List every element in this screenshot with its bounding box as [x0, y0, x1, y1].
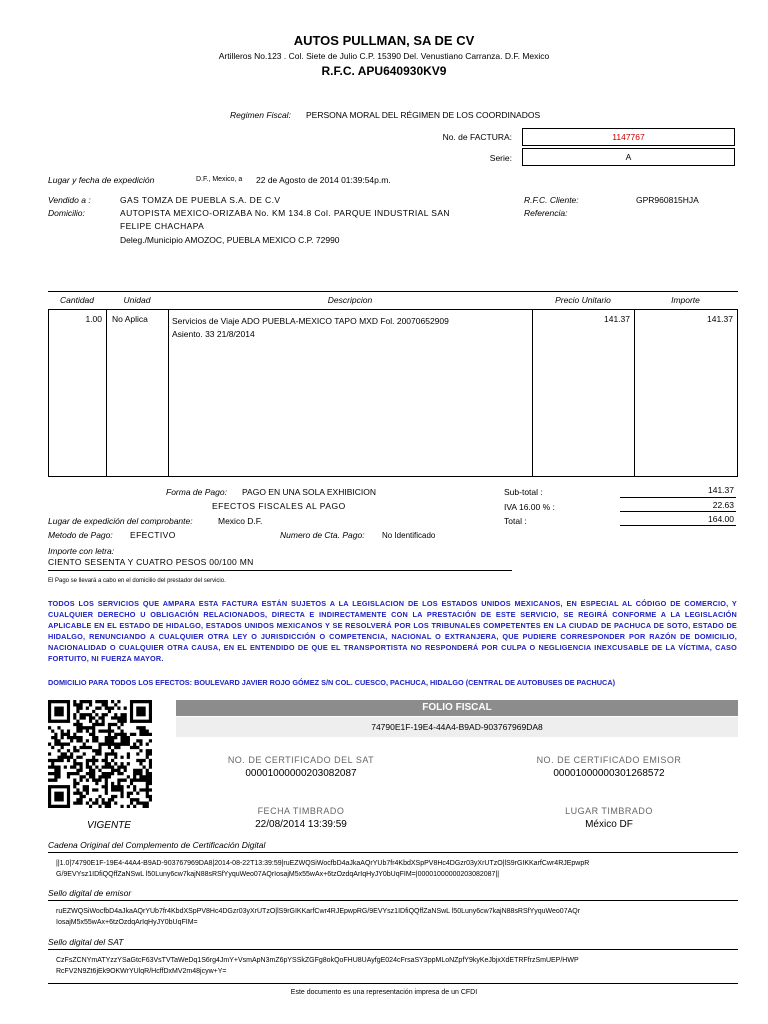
expedicion-place: D.F., Mexico, a	[196, 176, 243, 183]
importe-letra-label: Importe con letra:	[48, 546, 115, 556]
lugar-timbrado-label: LUGAR TIMBRADO	[565, 806, 653, 816]
row-cantidad: 1.00	[85, 314, 102, 324]
cert-emisor-label: NO. DE CERTIFICADO EMISOR	[536, 755, 682, 765]
expedicion-label: Lugar y fecha de expedición	[48, 175, 155, 185]
legal-text: TODOS LOS SERVICIOS QUE AMPARA ESTA FACTURA ESTÁN SUJETOS A LA LEGISLACION DE LOS ESTADOS UNIDOS MEXICANOS, EN ESPECIAL AL CÓDIGO DE COMERCIO, Y CUALQUIER DERECHO U OBLIGACIÓN RELACIONADOS, DIRECTA E INDIRECTAMENTE CON LA PRESTACIÓN DE ESTE SERVICIO, SE REGIRÁ CONFORME A LA LEGISLACIÓN APLICABLE EN EL ESTADO DE HIDALGO, ESTADOS UNIDOS MEXICANOS Y SE RESOLVERÁ POR LOS TRIBUNALES COMPETENTES EN LA CIUDAD DE PACHUCA DE SOTO, ESTADO DE HIDALGO, RENUNCIANDO A CUALQUIER OTRA LEY O JURISDICCIÓN O COMPETENCIA, NACIONAL O EXTRANJERA, QUE PUDIERE CORRESPONDER POR RAZÓN DE DOMICILIO, NACIONALIDAD O CUALQUIER OTRA CAUSA, EN EL ENTENDIDO DE QUE EL TRANSPORTISTA NO RESPONDERÁ POR CULPA O NEGLIGENCIA INEXCUSABLE DE LA VÍCTIMA, CASO FORTUITO, NI FUERZA MAYOR.	[48, 599, 737, 663]
forma-pago-label: Forma de Pago:	[166, 487, 227, 497]
vendido-value: GAS TOMZA DE PUEBLA S.A. DE C.V	[120, 195, 281, 205]
forma-pago-value: PAGO EN UNA SOLA EXHIBICION	[242, 487, 376, 497]
col-precio: Precio Unitario	[555, 295, 611, 305]
folio-fiscal-banner: FOLIO FISCAL	[176, 700, 738, 716]
domicilio-efectos: DOMICILIO PARA TODOS LOS EFECTOS: BOULEVARD JAVIER ROJO GÓMEZ S/N COL. CUESCO, PACHUCA, HIDALGO (CENTRAL DE AUTOBUSES DE PACHUCA)	[48, 678, 616, 687]
company-rfc: R.F.C. APU640930KV9	[321, 64, 447, 78]
row-unidad: No Aplica	[112, 314, 148, 324]
sello-emisor-line-1: ruEZWQSiWocfbD4aJkaAQrYUb7fr4KbdXSpPV8Hc4DGzr03yXrUTzO|lS9rGIKKarfCwr4RJEpwpRG/9EVYsz1IDfiQQffZaNSwL l50Luny6cw7kajN88sRSfYyquWeo07AQr	[56, 908, 581, 915]
sello-sat-line-2: RcFV2N9Zt6jEk9OKWrYUlqR/HcffDxMV2m48jcyw+Y=	[56, 968, 227, 975]
importe-letra-value: CIENTO SESENTA Y CUATRO PESOS 00/100 MN	[48, 557, 254, 567]
domicilio-line-1: AUTOPISTA MEXICO-ORIZABA No. KM 134.8 Col. PARQUE INDUSTRIAL SAN	[120, 208, 450, 218]
cert-emisor-value: 00001000000301268572	[553, 768, 665, 779]
factura-number: 1147767	[522, 128, 735, 146]
col-descripcion: Descripcion	[327, 295, 373, 305]
regimen-value: PERSONA MORAL DEL RÉGIMEN DE LOS COORDINADOS	[306, 110, 541, 120]
row-descripcion-1: Servicios de Viaje ADO PUEBLA-MEXICO TAPO MXD Fol. 20070652909	[172, 316, 449, 326]
lugar-comprobante-label: Lugar de expedición del comprobante:	[48, 516, 193, 526]
lugar-timbrado-value: México DF	[585, 819, 633, 830]
cadena-original-line-2: G/9EVYsz1IDfiQQffZaNSwL l50Luny6cw7kajN88sRSfYyquWeo07AQrIosajM5x55wAx+6tzOzdqArIqHyJY0bUqFIM=|00001000000203082087||	[56, 871, 500, 878]
fecha-timbrado-label: FECHA TIMBRADO	[257, 806, 345, 816]
row-precio: 141.37	[604, 314, 630, 324]
iva-label: IVA 16.00 % :	[504, 502, 555, 512]
referencia-label: Referencia:	[524, 208, 568, 218]
rfc-cliente-value: GPR960815HJA	[636, 195, 699, 205]
domicilio-line-2: FELIPE CHACHAPA	[120, 221, 205, 231]
rfc-cliente-label: R.F.C. Cliente:	[524, 195, 579, 205]
sello-sat-line-1: CzFsZCNYmATYzzYSaGtcF63VsTVTaWeDq1S6rg4JmY+VsmApN3mZ6pYSSkZGFg8okQoFHU8UAyfgE024cFrsaSY3ppMLoNZpfY9kyKeJbjxXdETRFfrzSmUEP/HWP	[56, 957, 579, 964]
pago-domicilio-note: El Pago se llevará a cabo en el domicilio del prestador del servicio.	[48, 578, 226, 584]
col-unidad: Unidad	[123, 295, 151, 305]
sello-emisor-line-2: IosajM5x55wAx+6tzOzdqArIqHyJY0bUqFIM=	[56, 919, 198, 926]
metodo-pago-label: Metodo de Pago:	[48, 530, 113, 540]
lugar-comprobante-value: Mexico D.F.	[218, 516, 263, 526]
col-importe: Importe	[671, 295, 700, 305]
subtotal-label: Sub-total :	[504, 487, 543, 497]
metodo-pago-value: EFECTIVO	[130, 530, 176, 540]
items-table	[48, 291, 738, 477]
sello-sat-label: Sello digital del SAT	[48, 937, 124, 947]
company-name: AUTOS PULLMAN, SA DE CV	[293, 33, 475, 48]
cadena-original-line-1: ||1.0|74790E1F-19E4-44A4-B9AD-903767969DA8|2014-08-22T13:39:59|ruEZWQSiWocfbD4aJkaAQrYUb7fr4KbdXSpPV8Hc4DGzr03yXrUTzO|lS9rGIKKarfCwr4RJEpwpR	[56, 860, 590, 867]
expedicion-date: 22 de Agosto de 2014 01:39:54p.m.	[256, 175, 391, 185]
serie-label: Serie:	[489, 153, 512, 163]
vigente-status: VIGENTE	[87, 820, 131, 831]
row-importe: 141.37	[707, 314, 733, 324]
letra-underline	[48, 570, 512, 571]
company-address: Artilleros No.123 . Col. Siete de Julio C.P. 15390 Del. Venustiano Carranza. D.F. Mexico	[218, 51, 550, 61]
col-cantidad: Cantidad	[59, 295, 95, 305]
cta-pago-label: Numero de Cta. Pago:	[280, 530, 365, 540]
domicilio-line-3: Deleg./Municipio AMOZOC, PUEBLA MEXICO C.P. 72990	[120, 235, 340, 245]
vendido-label: Vendido a :	[48, 195, 91, 205]
qr-code	[48, 700, 152, 808]
efectos-fiscales: EFECTOS FISCALES AL PAGO	[212, 501, 346, 511]
cert-sat-value: 00001000000203082087	[245, 768, 357, 779]
cta-pago-value: No Identificado	[382, 531, 436, 540]
regimen-label: Regimen Fiscal:	[230, 110, 291, 120]
folio-fiscal-value: 74790E1F-19E4-44A4-B9AD-903767969DA8	[176, 717, 738, 737]
serie-value: A	[522, 148, 735, 166]
cfdi-footer: Este documento es una representación impresa de un CFDI	[290, 989, 478, 996]
domicilio-label: Domicilio:	[48, 208, 85, 218]
factura-label: No. de FACTURA:	[442, 132, 512, 142]
subtotal-value: 141.37	[708, 485, 734, 495]
cadena-original-label: Cadena Original del Complemento de Certificación Digital	[48, 840, 266, 850]
total-value: 164.00	[708, 514, 734, 524]
row-descripcion-2: Asiento. 33 21/8/2014	[172, 329, 255, 339]
cert-sat-label: NO. DE CERTIFICADO DEL SAT	[227, 755, 375, 765]
iva-value: 22.63	[712, 500, 734, 510]
sello-emisor-label: Sello digital de emisor	[48, 888, 132, 898]
fecha-timbrado-value: 22/08/2014 13:39:59	[255, 819, 347, 830]
total-label: Total :	[504, 516, 527, 526]
